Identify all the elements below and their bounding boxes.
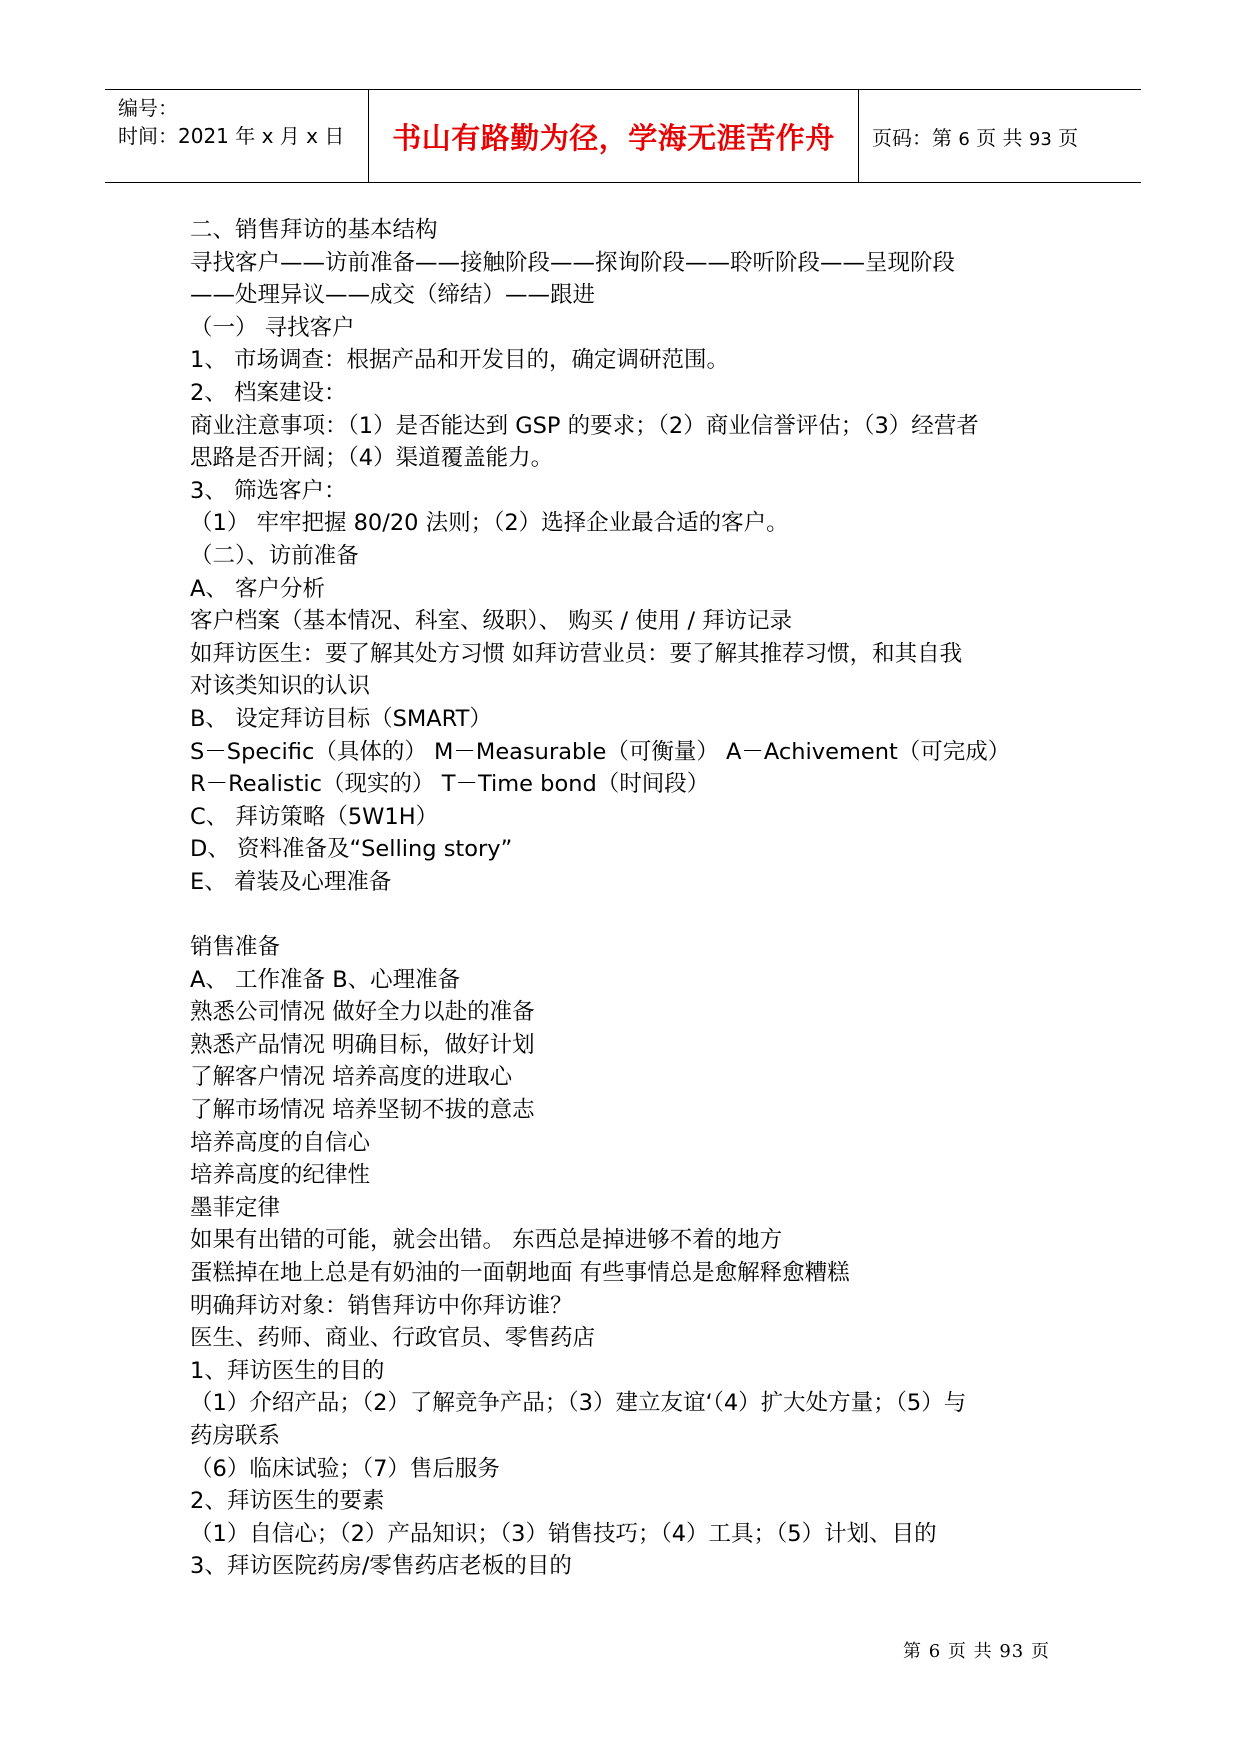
text-line: E、 着装及心理准备 bbox=[190, 868, 392, 895]
text-line: 1、拜访医生的目的 bbox=[190, 1357, 385, 1384]
page-total: 93 bbox=[1028, 129, 1052, 150]
text-line: （一） 寻找客户 bbox=[190, 314, 355, 341]
text-line: 熟悉产品情况 明确目标，做好计划 bbox=[190, 1031, 535, 1058]
text-line: ——处理异议——成交（缔结）——跟进 bbox=[190, 282, 596, 309]
text-line: 明确拜访对象：销售拜访中你拜访谁？ bbox=[190, 1292, 573, 1319]
text-line: 2、拜访医生的要素 bbox=[190, 1488, 385, 1515]
text-line: 如果有出错的可能，就会出错。 东西总是掉进够不着的地方 bbox=[190, 1227, 783, 1254]
text-line: 2、 档案建设： bbox=[190, 379, 347, 406]
page-suffix: 页 bbox=[1058, 126, 1079, 150]
text-line: 二、销售拜访的基本结构 bbox=[190, 217, 438, 243]
text-line: 商业注意事项：（1）是否能达到 GSP 的要求；（2）商业信誉评估；（3）经营者 bbox=[190, 412, 979, 439]
text-line: 培养高度的自信心 bbox=[190, 1129, 371, 1156]
text-line: S－Specific（具体的） M－Measurable（可衡量） A－Achivement（可完成） bbox=[190, 738, 1011, 765]
text-line: （6）临床试验；（7）售后服务 bbox=[190, 1455, 500, 1482]
text-line: 1、 市场调查：根据产品和开发目的，确定调研范围。 bbox=[190, 347, 729, 374]
text-line: C、 拜访策略（5W1H） bbox=[190, 803, 439, 830]
page-current: 6 bbox=[958, 129, 970, 150]
text-line: 培养高度的纪律性 bbox=[190, 1162, 371, 1189]
text-line: A、 工作准备 B、心理准备 bbox=[190, 966, 461, 993]
text-line: 3、拜访医院药房/零售药店老板的目的 bbox=[190, 1553, 572, 1580]
header-meta bbox=[118, 94, 344, 150]
text-line: （1）自信心；（2）产品知识；（3）销售技巧；（4）工具；（5）计划、目的 bbox=[190, 1520, 937, 1547]
page-mid: 页 共 bbox=[976, 126, 1023, 150]
header-motto: 书山有路勤为径，学海无涯苦作舟 bbox=[392, 121, 835, 155]
text-line: 墨菲定律 bbox=[190, 1194, 281, 1221]
document-header bbox=[105, 89, 1141, 183]
serial-label: 编号： bbox=[118, 96, 178, 120]
text-line: 对该类知识的认识 bbox=[190, 673, 371, 700]
page-footer: 第 6 页 共 93 页 bbox=[903, 1641, 1050, 1662]
text-line: 医生、药师、商业、行政官员、零售药店 bbox=[190, 1325, 596, 1352]
document-body bbox=[190, 214, 1070, 1583]
text-line: D、 资料准备及“Selling story” bbox=[190, 836, 513, 863]
text-line: 了解客户情况 培养高度的进取心 bbox=[190, 1064, 513, 1091]
text-line: A、 客户分析 bbox=[190, 575, 326, 602]
text-line: （二）、访前准备 bbox=[190, 542, 359, 569]
text-line: 思路是否开阔；（4）渠道覆盖能力。 bbox=[190, 445, 554, 472]
text-line: 熟悉公司情况 做好全力以赴的准备 bbox=[190, 999, 535, 1026]
text-line: 了解市场情况 培养坚韧不拔的意志 bbox=[190, 1097, 535, 1124]
time-label: 时间：2021 年 x 月 x 日 bbox=[118, 124, 345, 148]
text-line: B、 设定拜访目标（SMART） bbox=[190, 705, 492, 732]
text-line: R－Realistic（现实的） T－Time bond（时间段） bbox=[190, 771, 710, 798]
text-line bbox=[190, 898, 1070, 931]
text-line: 蛋糕掉在地上总是有奶油的一面朝地面 有些事情总是愈解释愈糟糕 bbox=[190, 1260, 850, 1286]
text-line: 销售准备 bbox=[190, 934, 281, 961]
text-line: （1）介绍产品；（2）了解竞争产品；（3）建立友谊‘（4）扩大处方量；（5）与 bbox=[190, 1390, 967, 1417]
text-line: 药房联系 bbox=[190, 1422, 281, 1449]
text-line: 寻找客户——访前准备——接触阶段——探询阶段——聆听阶段——呈现阶段 bbox=[190, 249, 956, 276]
text-line: 客户档案（基本情况、科室、级职）、 购买 / 使用 / 拜访记录 bbox=[190, 608, 793, 635]
text-line: （1） 牢牢把握 80/20 法则；（2）选择企业最合适的客户。 bbox=[190, 510, 789, 537]
text-line: 3、 筛选客户： bbox=[190, 477, 347, 504]
page-prefix: 页码：第 bbox=[872, 126, 952, 150]
header-page-number bbox=[872, 122, 1078, 151]
header-divider-right bbox=[858, 90, 859, 182]
text-line: 如拜访医生：要了解其处方习惯 如拜访营业员：要了解其推荐习惯，和其自我 bbox=[190, 640, 963, 667]
